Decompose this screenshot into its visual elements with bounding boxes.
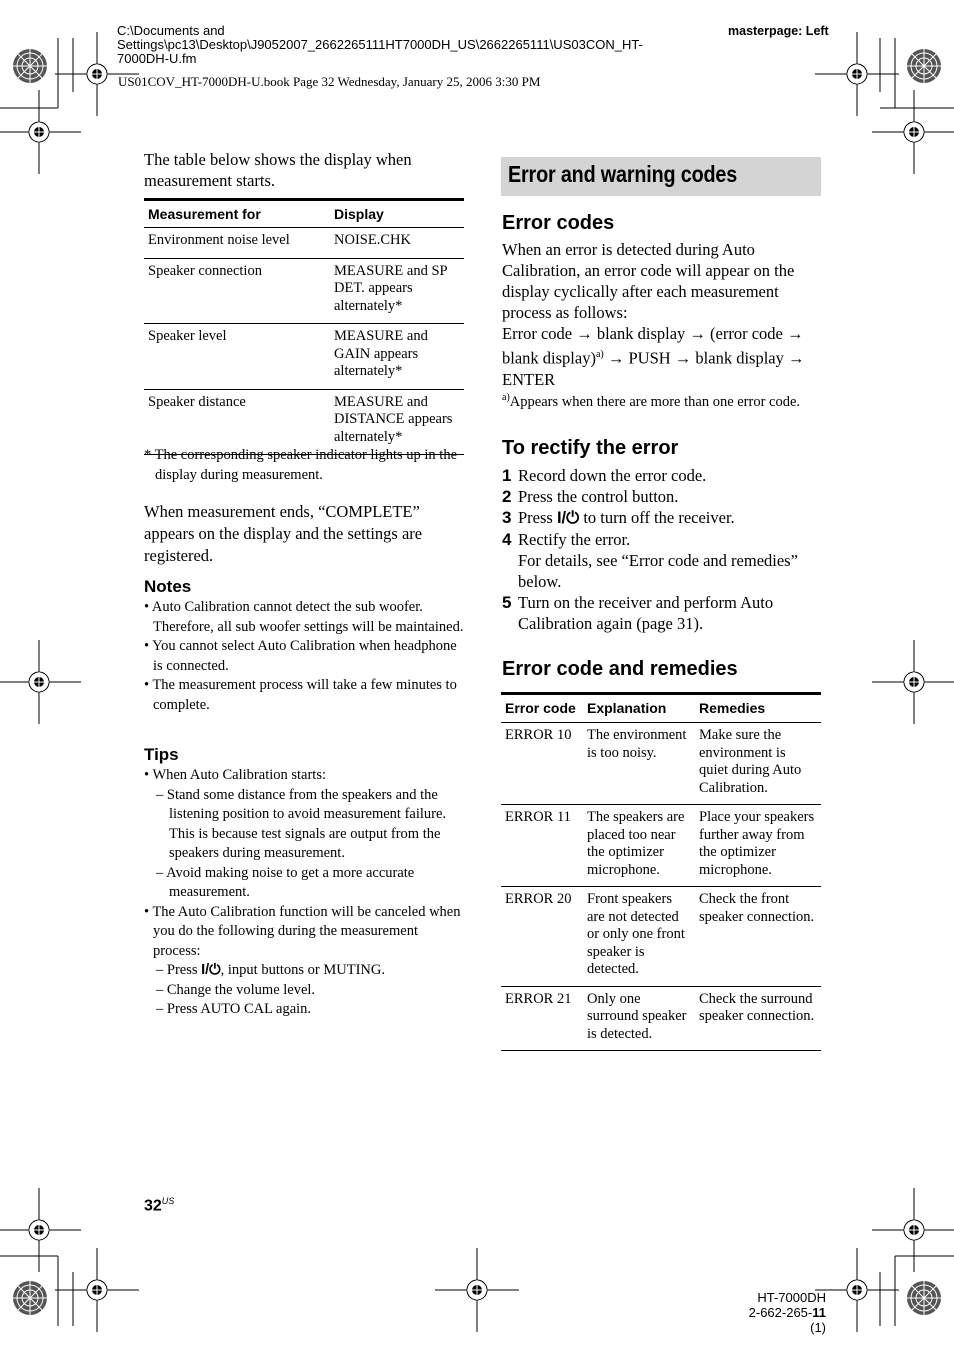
- power-icon: I/⏻: [201, 962, 221, 978]
- model-code-part: 2-662-265-: [748, 1305, 813, 1320]
- table-cell: Speaker distance: [144, 389, 330, 455]
- table-cell: Only one surround speaker is detected.: [583, 986, 695, 1051]
- list-item: • You cannot select Auto Calibration when headphone is connected.: [144, 638, 457, 674]
- list-item: [144, 961, 464, 981]
- file-path-line: C:\Documents and: [117, 23, 225, 38]
- file-path-line: Settings\pc13\Desktop\J9052007_2662265111HT7000DH_US\2662265111\US03CON_HT-: [117, 37, 643, 52]
- column-header: Display: [330, 200, 464, 228]
- seq-item: blank display: [695, 348, 784, 368]
- table-cell: ERROR 10: [501, 723, 583, 805]
- step-text: Record down the error code.: [518, 466, 707, 485]
- tip-text: , input buttons or MUTING.: [220, 962, 385, 978]
- step-item: [502, 486, 827, 507]
- seq-item: blank display: [596, 324, 686, 343]
- step-text-part: Rectify the error.: [518, 530, 631, 549]
- tips-heading: Tips: [144, 745, 179, 764]
- file-path-line: 7000DH-U.fm: [117, 51, 197, 66]
- arrow-icon: →: [674, 348, 692, 368]
- seq-item: blank display): [502, 348, 596, 368]
- table-cell: MEASURE and DISTANCE appears alternately*: [330, 389, 464, 455]
- table-row: [144, 258, 464, 324]
- arrow-icon: →: [607, 348, 625, 368]
- step-text: [518, 529, 827, 592]
- error-codes-description: When an error is detected during Auto Calibration, an error code will appear on the display cyclically after each measurement process as follows:: [502, 240, 795, 322]
- section-title: Error and warning codes: [508, 161, 738, 187]
- table-row: [501, 723, 821, 805]
- table-header-row: [501, 694, 821, 723]
- list-item: • The measurement process will take a few minutes to complete.: [144, 677, 457, 713]
- step-number: 1: [502, 466, 512, 485]
- notes-heading: Notes: [144, 577, 192, 596]
- arrow-icon: →: [576, 324, 593, 343]
- seq-item: (error code: [710, 324, 783, 343]
- intro-text: The table below shows the display when measurement starts.: [144, 150, 412, 190]
- step-number: 4: [502, 530, 512, 549]
- tip-text: – Press: [156, 962, 202, 978]
- table-cell: The environment is too noisy.: [583, 723, 695, 805]
- error-remedies-table: [501, 692, 821, 1051]
- footnote-marker: a): [595, 349, 604, 360]
- seq-item: PUSH: [628, 348, 671, 368]
- step-text: Turn on the receiver and perform Auto Calibration again (page 31).: [518, 593, 774, 633]
- list-item: – Stand some distance from the speakers and the listening position to avoid measurement failure. This is because test signals are output from the speakers during measurement.: [156, 786, 447, 861]
- page-number: [144, 1196, 174, 1215]
- page-number-suffix: US: [161, 1196, 175, 1206]
- step-item: [502, 529, 827, 592]
- step-text-part: Press: [518, 508, 557, 527]
- list-item: • The Auto Calibration function will be canceled when you do the following during the measurement process:: [144, 903, 461, 959]
- book-info-line: US01COV_HT-7000DH-U.book Page 32 Wednesday, January 25, 2006 3:30 PM: [118, 74, 541, 89]
- list-item: – Press AUTO CAL again.: [156, 1001, 312, 1017]
- table-row: [501, 986, 821, 1051]
- arrow-icon: →: [788, 348, 805, 368]
- model-code-part: (1): [810, 1320, 826, 1335]
- step-item: [502, 592, 827, 634]
- power-icon: I/⏻: [556, 509, 580, 527]
- model-code: [730, 1305, 826, 1335]
- table-row: [501, 887, 821, 987]
- list-item: • Auto Calibration cannot detect the sub woofer. Therefore, all sub woofer settings will be maintained.: [144, 599, 464, 635]
- arrow-icon: →: [787, 324, 804, 343]
- table-header-row: [144, 200, 464, 228]
- step-text-part: to turn off the receiver.: [579, 508, 735, 527]
- error-codes-text: [502, 239, 827, 390]
- measurement-table: [144, 198, 464, 455]
- seq-item: Error code: [502, 324, 573, 343]
- table-footnote-text: * The corresponding speaker indicator lights up in the display during measurement.: [144, 447, 458, 483]
- error-codes-heading: Error codes: [502, 212, 615, 234]
- step-number: 5: [502, 593, 512, 612]
- file-path-header: [117, 24, 677, 66]
- list-item: – Avoid making noise to get a more accurate measurement.: [156, 864, 415, 900]
- seq-item: ENTER: [502, 369, 556, 389]
- table-cell: Front speakers are not detected or only one front speaker is detected.: [583, 887, 695, 987]
- table-row: [501, 805, 821, 887]
- list-item: • When Auto Calibration starts:: [144, 767, 327, 783]
- column-header: Measurement for: [144, 200, 330, 228]
- step-text: Press the control button.: [518, 487, 679, 506]
- table-footnote: [144, 445, 464, 485]
- table-cell: NOISE.CHK: [330, 228, 464, 259]
- table-row: [144, 324, 464, 390]
- error-sequence: [502, 323, 827, 390]
- table-cell: ERROR 20: [501, 887, 583, 987]
- footnote-marker: a): [502, 392, 510, 403]
- step-item: [502, 507, 827, 529]
- rectify-heading: To rectify the error: [502, 437, 679, 459]
- page-number-value: 32: [144, 1197, 162, 1215]
- model-info: [730, 1290, 826, 1335]
- step-number: 2: [502, 487, 512, 506]
- table-cell: MEASURE and GAIN appears alternately*: [330, 324, 464, 390]
- column-header: Error code: [501, 694, 583, 723]
- notes-list: [144, 598, 464, 715]
- masterpage-label: masterpage: Left: [728, 24, 829, 38]
- step-subtext: For details, see “Error code and remedies” below.: [518, 551, 798, 591]
- remedies-heading: Error code and remedies: [502, 658, 738, 680]
- table-cell: Make sure the environment is quiet during Auto Calibration.: [695, 723, 821, 805]
- measurement-ends-text: When measurement ends, “COMPLETE” appears on the display and the settings are registered.: [144, 502, 423, 565]
- table-cell: ERROR 21: [501, 986, 583, 1051]
- table-cell: Speaker connection: [144, 258, 330, 324]
- step-number: 3: [502, 508, 512, 527]
- rectify-steps: [502, 465, 827, 634]
- table-cell: ERROR 11: [501, 805, 583, 887]
- tips-list: [144, 766, 464, 1020]
- list-item: – Change the volume level.: [156, 981, 316, 998]
- model-code-part: 11: [812, 1305, 826, 1320]
- table-cell: The speakers are placed too near the optimizer microphone.: [583, 805, 695, 887]
- table-cell: Place your speakers further away from the optimizer microphone.: [695, 805, 821, 887]
- table-cell: MEASURE and SP DET. appears alternately*: [330, 258, 464, 324]
- step-text: [518, 507, 735, 529]
- table-cell: Check the front speaker connection.: [695, 887, 821, 987]
- table-row: [144, 228, 464, 259]
- model-name: HT-7000DH: [757, 1290, 826, 1305]
- arrow-icon: →: [689, 324, 706, 343]
- column-header: Explanation: [583, 694, 695, 723]
- column-header: Remedies: [695, 694, 821, 723]
- step-item: [502, 465, 827, 486]
- error-footnote: [502, 392, 800, 411]
- footnote-text: Appears when there are more than one error code.: [509, 393, 801, 410]
- table-cell: Environment noise level: [144, 228, 330, 259]
- table-cell: Speaker level: [144, 324, 330, 390]
- table-cell: Check the surround speaker connection.: [695, 986, 821, 1051]
